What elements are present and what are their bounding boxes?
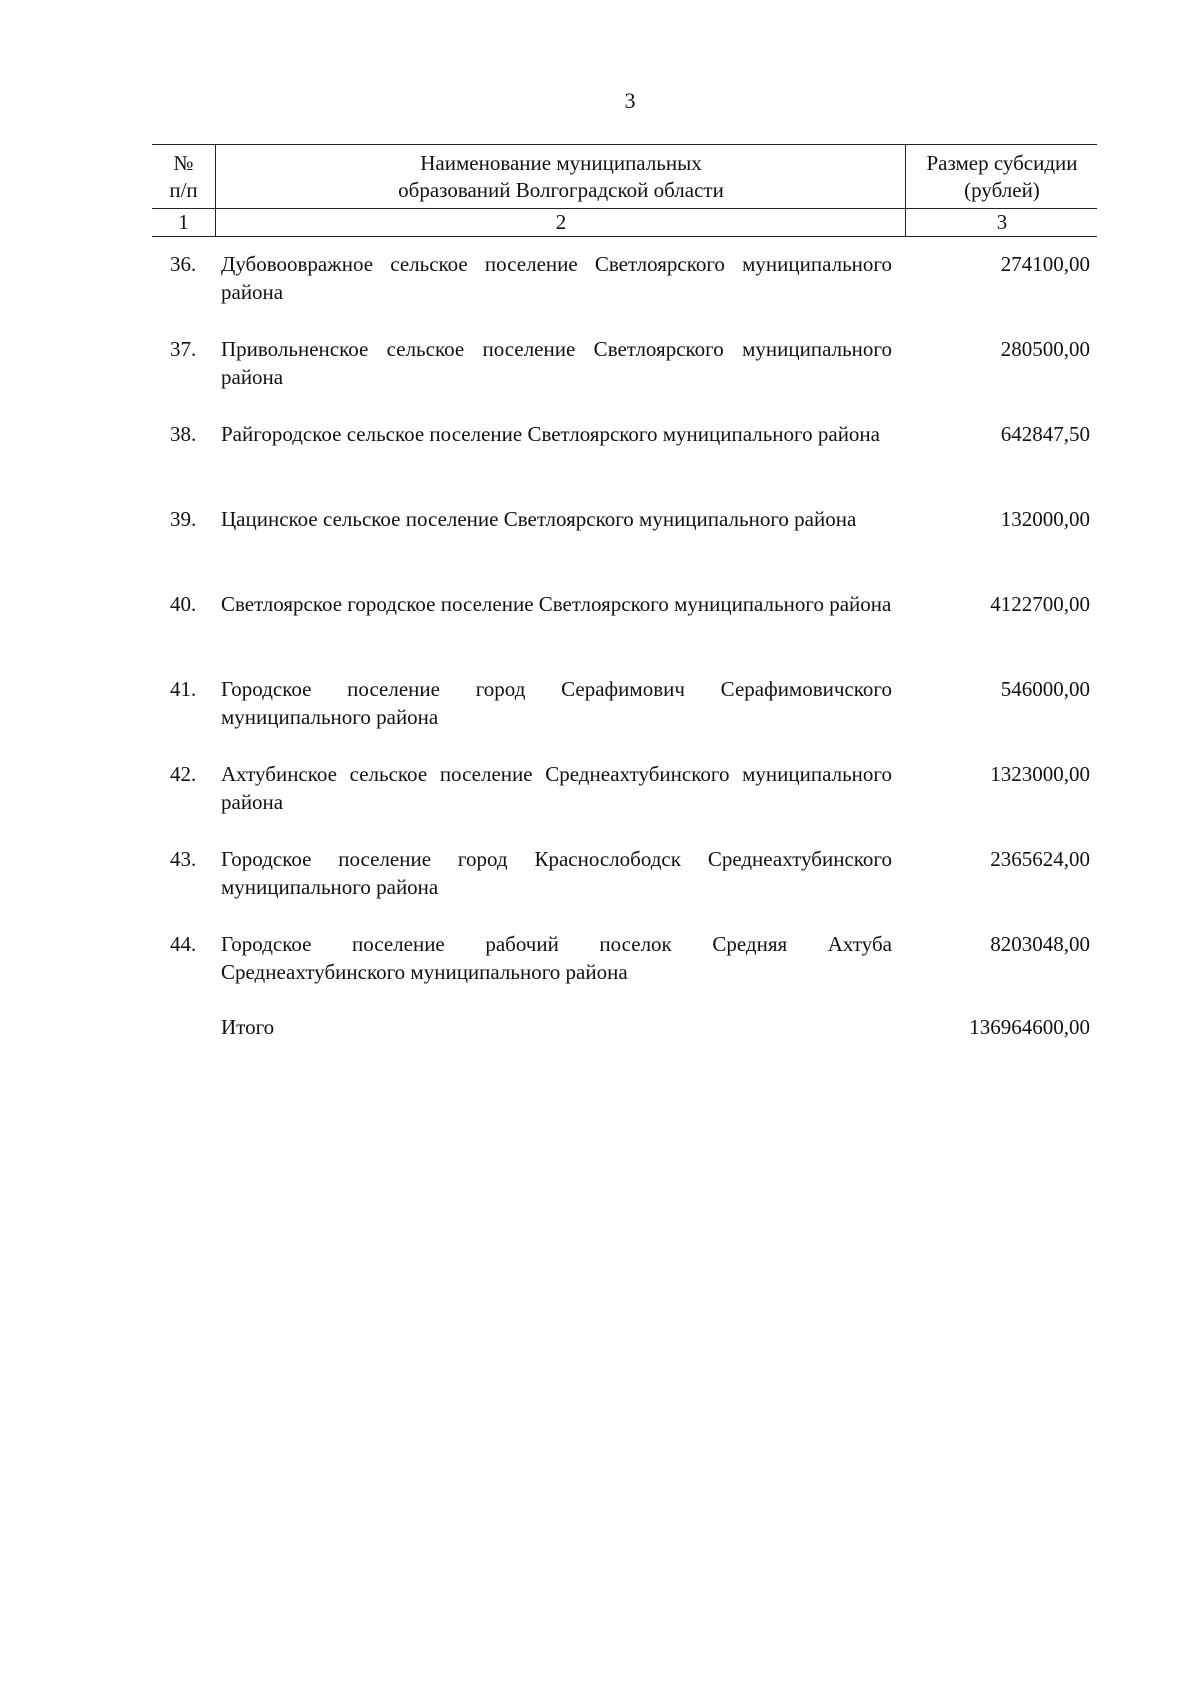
total-label: Итого <box>221 1015 275 1039</box>
table-row <box>152 505 1097 590</box>
table-row <box>152 930 1097 1015</box>
header-number-column <box>152 145 215 208</box>
row-name: Светлоярское городское поселение Светлоярского муниципального района <box>221 592 892 616</box>
row-name: Городское поселение город Краснослободск Среднеахтубинского муниципального района <box>221 847 892 899</box>
row-name: Райгородское сельское поселение Светлоярского муниципального района <box>221 422 880 446</box>
row-name: Городское поселение рабочий поселок Средняя Ахтуба Среднеахтубинского муниципального района <box>221 932 892 984</box>
table-row <box>152 590 1097 675</box>
row-index: 39. <box>170 507 197 531</box>
header-name-column <box>215 145 906 208</box>
row-index: 44. <box>170 932 197 956</box>
table-row <box>152 845 1097 930</box>
row-index: 36. <box>170 252 197 276</box>
header-number-line1: № <box>173 150 194 175</box>
row-index: 38. <box>170 422 197 446</box>
table-row <box>152 335 1097 420</box>
row-name: Дубовоовражное сельское поселение Светлоярского муниципального района <box>221 252 892 304</box>
column-number-row <box>152 209 1097 237</box>
total-amount: 136964600,00 <box>969 1015 1090 1039</box>
row-amount: 642847,50 <box>1000 422 1090 446</box>
header-amount-column <box>905 145 1098 208</box>
row-amount: 1323000,00 <box>990 762 1090 786</box>
row-index: 41. <box>170 677 197 701</box>
subsidy-table <box>152 144 1097 237</box>
row-amount: 8203048,00 <box>990 932 1090 956</box>
row-index: 43. <box>170 847 197 871</box>
header-name-line2: образований Волгоградской области <box>398 177 724 202</box>
row-name: Привольненское сельское поселение Светлоярского муниципального района <box>221 337 892 389</box>
header-number-line2: п/п <box>169 177 198 202</box>
table-header <box>152 144 1097 209</box>
column-number-1: 1 <box>178 210 189 234</box>
header-amount-line1: Размер субсидии <box>926 150 1078 175</box>
row-index: 40. <box>170 592 197 616</box>
table-row <box>152 420 1097 505</box>
table-row <box>152 250 1097 335</box>
column-number-3: 3 <box>905 209 1098 236</box>
table-row <box>152 760 1097 845</box>
row-index: 37. <box>170 337 197 361</box>
row-name: Городское поселение город Серафимович Серафимовичского муниципального района <box>221 677 892 729</box>
column-number-2: 2 <box>215 209 906 236</box>
page-number: 3 <box>624 88 636 113</box>
row-name: Ахтубинское сельское поселение Среднеахтубинского муниципального района <box>221 762 892 814</box>
header-amount-line2: (рублей) <box>964 177 1040 202</box>
row-index: 42. <box>170 762 197 786</box>
table-row <box>152 675 1097 760</box>
row-amount: 4122700,00 <box>990 592 1090 616</box>
row-amount: 280500,00 <box>1000 337 1090 361</box>
table-body <box>152 250 1097 1015</box>
row-name: Цацинское сельское поселение Светлоярского муниципального района <box>221 507 857 531</box>
row-amount: 2365624,00 <box>990 847 1090 871</box>
total-row <box>152 1013 1097 1043</box>
row-amount: 546000,00 <box>1000 677 1090 701</box>
row-amount: 274100,00 <box>1000 252 1090 276</box>
header-name-line1: Наименование муниципальных <box>420 150 702 175</box>
row-amount: 132000,00 <box>1000 507 1090 531</box>
